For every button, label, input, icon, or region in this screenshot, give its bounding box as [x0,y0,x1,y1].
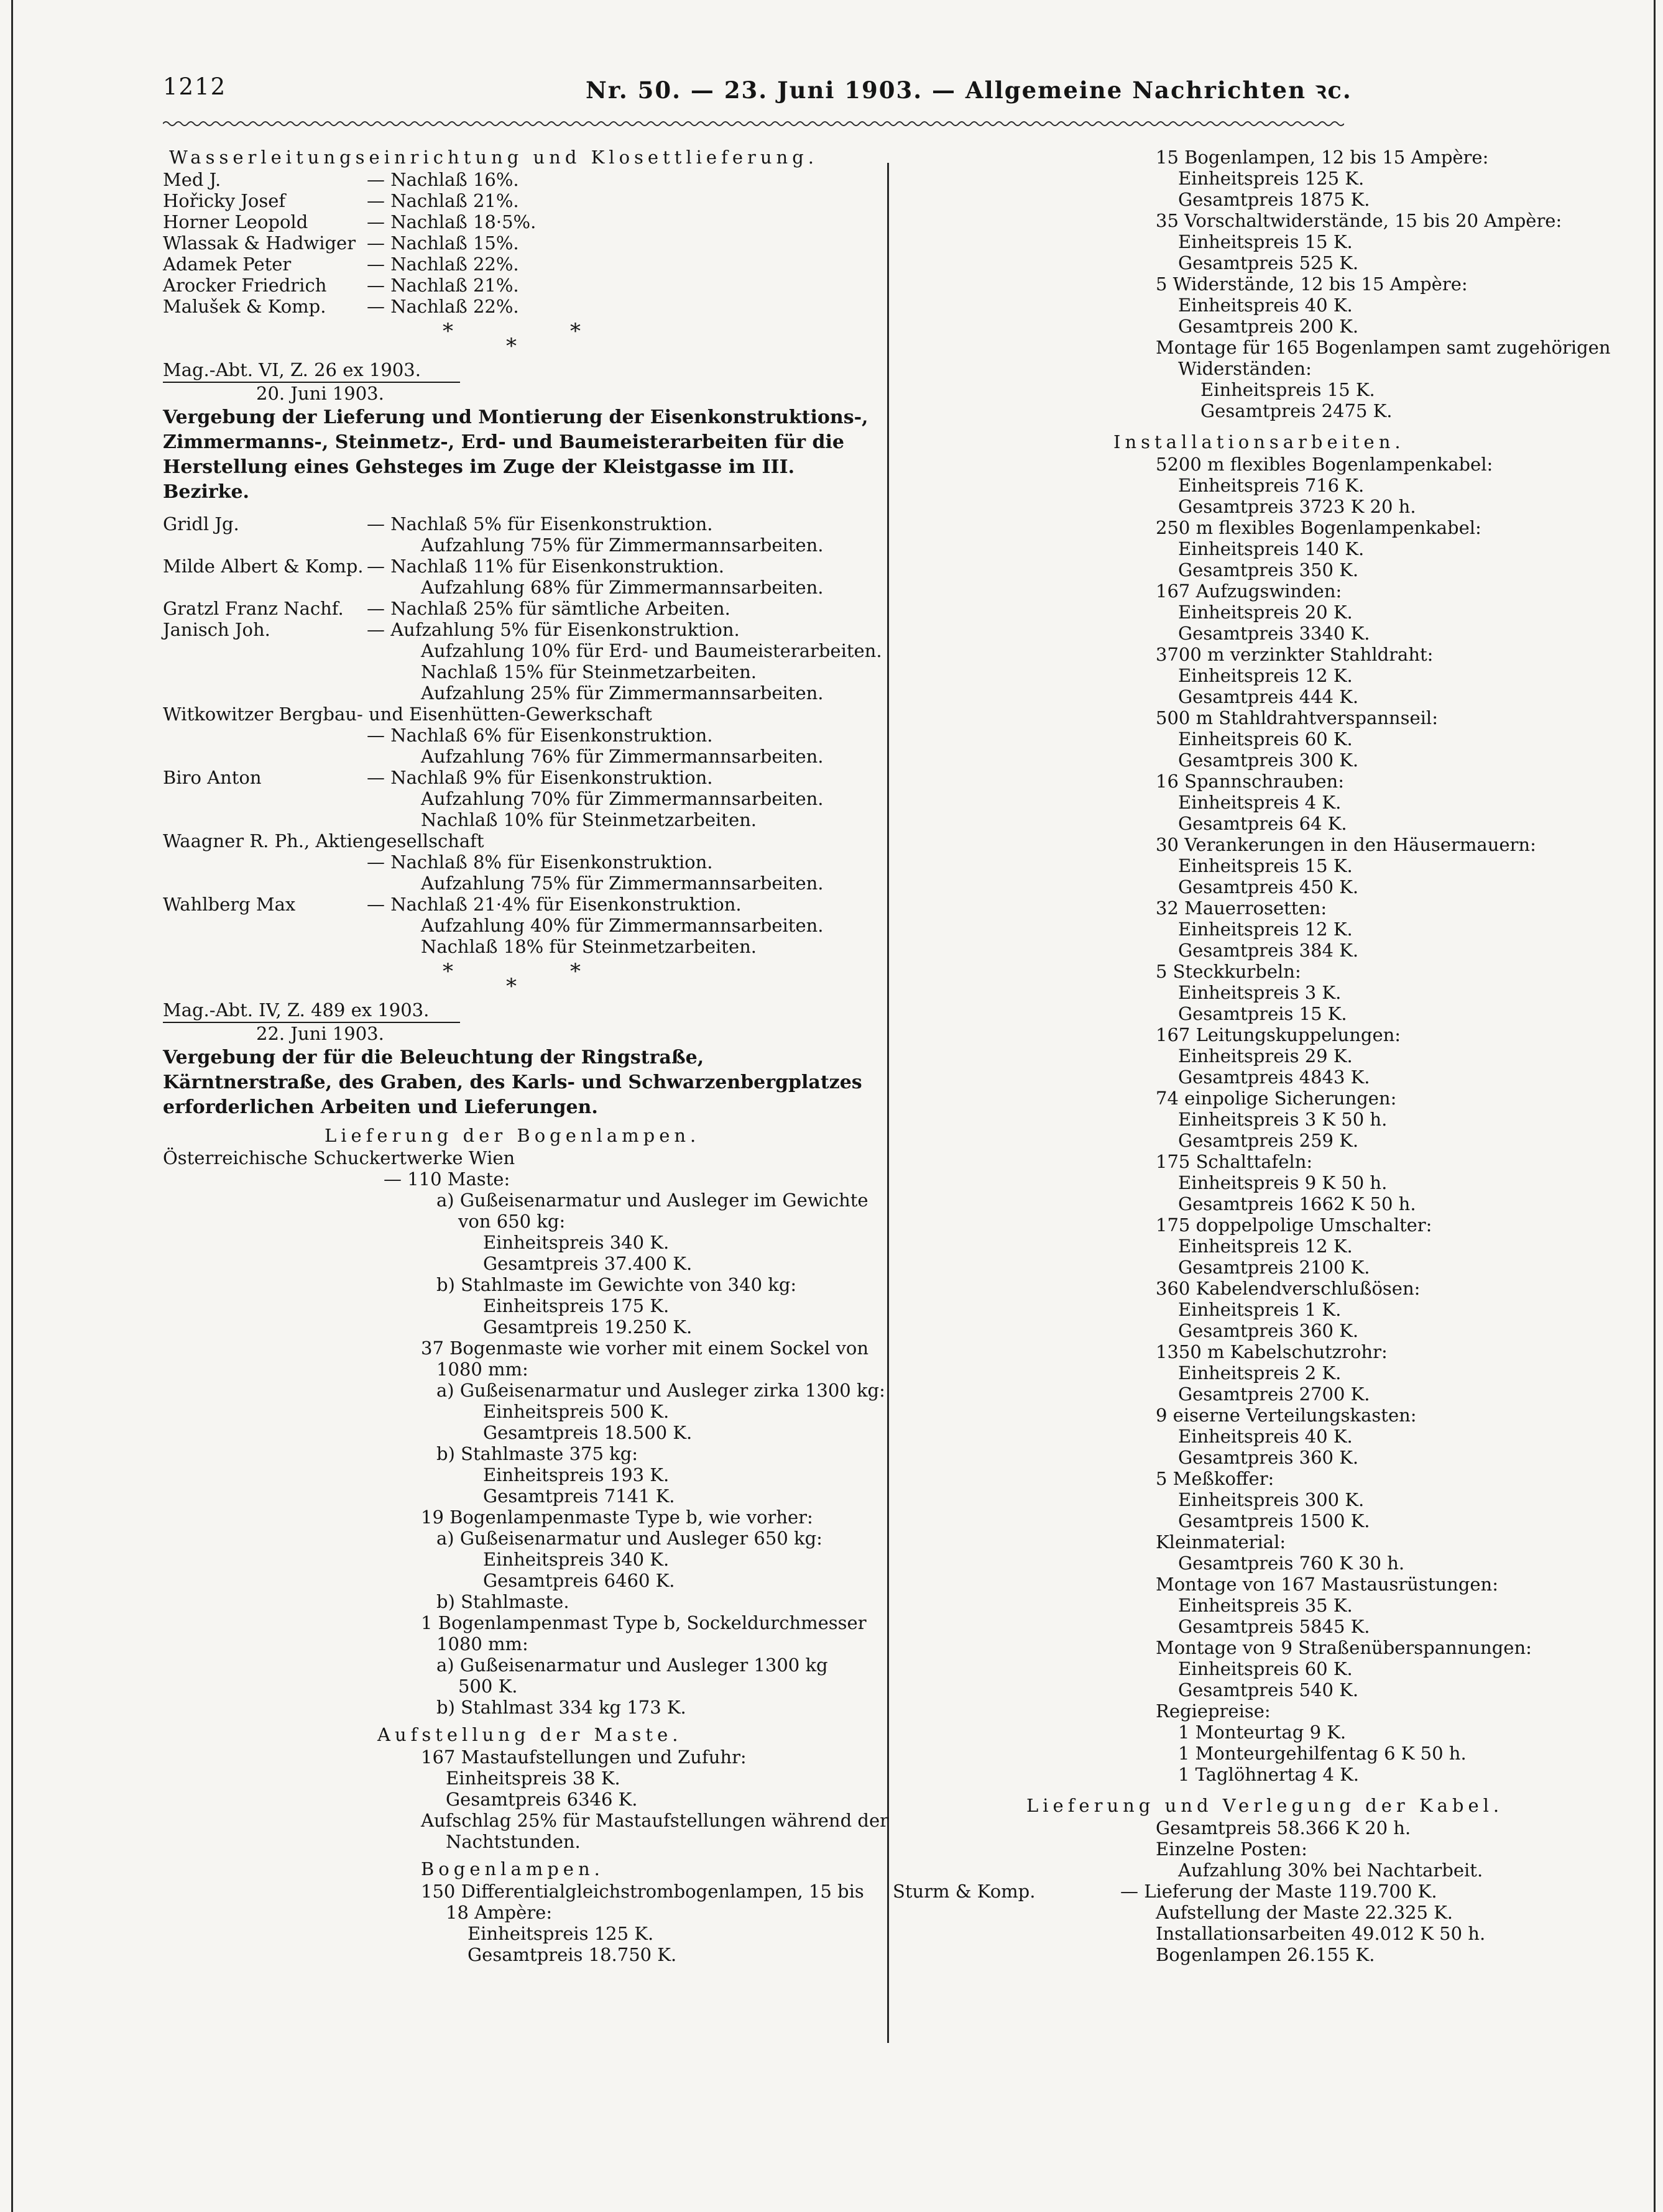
list-item: Einheitspreis 340 K. [483,1549,670,1570]
list-item: Gesamtpreis 300 K. [1178,750,1359,771]
list-item: Einheitspreis 35 K. [1178,1595,1353,1616]
list-item: b) Stahlmaste. [436,1591,569,1612]
list-item: Montage von 167 Mastausrüstungen: [1156,1574,1498,1595]
list-item: Bogenlampen 26.155 K. [1156,1944,1375,1965]
list-item: 37 Bogenmaste wie vorher mit einem Sockel von [421,1338,869,1359]
list-item: Einheitspreis 175 K. [483,1295,670,1316]
list-item: Gesamtpreis 4843 K. [1178,1067,1370,1088]
subsection-title: Bogenlampen. [421,1858,604,1879]
reference-line: Mag.-Abt. VI, Z. 26 ex 1903. [163,358,872,383]
list-item: b) Stahlmaste im Gewichte von 340 kg: [436,1274,797,1295]
arc-lamp-details [163,1881,872,1965]
subsection-title: Installationsarbeiten. [1113,431,1405,452]
list-item: Einheitspreis 4 K. [1178,792,1342,813]
table-row: Wlassak & Hadwiger — Nachlaß 15%. [163,232,519,254]
list-item: 18 Ampère: [446,1902,553,1923]
list-item: Gesamtpreis 384 K. [1178,940,1359,961]
list-item: Einheitspreis 9 K 50 h. [1178,1172,1388,1193]
table-row: Sturm & Komp. — Lieferung der Maste 119.700 K. [893,1881,1437,1902]
list-item: von 650 kg: [458,1211,566,1232]
list-item: 16 Spannschrauben: [1156,771,1344,792]
list-item: 150 Differentialgleichstrombogenlampen, 15 bis [421,1881,864,1902]
list-item: Gesamtpreis 2700 K. [1178,1384,1370,1405]
table-row: Waagner R. Ph., Aktiengesellschaft [163,830,484,851]
list-item: Gesamtpreis 6460 K. [483,1570,675,1591]
list-item: b) Stahlmast 334 kg 173 K. [436,1697,686,1718]
list-item: Gesamtpreis 525 K. [1178,252,1359,273]
left-border [11,0,13,2212]
section-heading: Vergebung der für die Beleuchtung der Ringstraße, Kärntnerstraße, des Graben, des Karls- und Schwarzenbergplatzes erforderlichen Arbeiten und Lieferungen. [163,1047,862,1118]
list-item: 1350 m Kabelschutzrohr: [1156,1341,1388,1362]
list-item: Aufzahlung 30% bei Nachtarbeit. [1178,1860,1483,1881]
table-row: Med J. — Nachlaß 16%. [163,169,519,190]
list-item: Kleinmaterial: [1156,1531,1286,1553]
table-row: Aufzahlung 70% für Zimmermannsarbeiten. [421,788,824,809]
list-item: 1080 mm: [436,1359,528,1380]
separator-stars: * * * [443,959,581,999]
list-item: 360 Kabelendverschlußösen: [1156,1278,1421,1299]
list-item: Nachtstunden. [446,1831,581,1852]
lamp-bid-details [163,1168,885,1718]
list-item: Einheitspreis 1 K. [1178,1299,1342,1320]
list-item: 167 Aufzugswinden: [1156,581,1342,602]
table-row: Hořicky Josef — Nachlaß 21%. [163,190,519,211]
list-item: a) Gußeisenarmatur und Ausleger 1300 kg [436,1654,828,1676]
list-item: Einzelne Posten: [1156,1838,1307,1860]
table-row: Adamek Peter — Nachlaß 22%. [163,254,519,275]
list-item: Gesamtpreis 15 K. [1178,1003,1347,1024]
list-item: Einheitspreis 12 K. [1178,665,1353,686]
table-row: Malušek & Komp. — Nachlaß 22%. [163,296,519,317]
running-title: Nr. 50. — 23. Juni 1903. — Allgemeine Nachrichten ꝛc. [586,76,1352,104]
list-item: Einheitspreis 300 K. [1178,1489,1365,1510]
list-item: Gesamtpreis 259 K. [1178,1130,1359,1151]
list-item: 175 Schalttafeln: [1156,1151,1313,1172]
table-row: Aufzahlung 40% für Zimmermannsarbeiten. [421,915,824,936]
list-item: Gesamtpreis 18.750 K. [468,1944,677,1965]
list-item: Gesamtpreis 760 K 30 h. [1178,1553,1405,1574]
list-item: Gesamtpreis 1662 K 50 h. [1178,1193,1416,1214]
list-item: Gesamtpreis 350 K. [1178,559,1359,581]
table-row: Janisch Joh. — Aufzahlung 5% für Eisenkonstruktion. [163,619,740,640]
list-item: 1 Taglöhnertag 4 K. [1178,1764,1360,1785]
right-border [1654,0,1656,2212]
table-row: Aufzahlung 75% für Zimmermannsarbeiten. [421,535,824,556]
list-item: 167 Leitungskuppelungen: [1156,1024,1401,1045]
table-row: Arocker Friedrich — Nachlaß 21%. [163,275,519,296]
list-item: Einheitspreis 15 K. [1178,231,1353,252]
list-item: Gesamtpreis 3340 K. [1178,623,1370,644]
reference-line: Mag.-Abt. IV, Z. 489 ex 1903. [163,998,872,1023]
page-number: 1212 [163,73,227,100]
table-row: Aufzahlung 75% für Zimmermannsarbeiten. [421,873,824,894]
table-row: Nachlaß 15% für Steinmetzarbeiten. [421,661,757,682]
list-item: Einheitspreis 15 K. [1200,379,1375,400]
bid-list-2 [163,513,882,957]
list-item: 35 Vorschaltwiderstände, 15 bis 20 Ampère: [1156,210,1562,231]
section-heading: Vergebung der Lieferung und Montierung der Eisenkonstruktions-, Zimmermanns-, Steinmetz-, Erd- und Baumeisterarbeiten für die Herstellung eines Gehsteges im Zuge der Kleistgasse im III. Bezirke. [163,406,868,503]
list-item: Montage für 165 Bogenlampen samt zugehörigen [1156,337,1611,358]
list-item: Aufstellung der Maste 22.325 K. [1156,1902,1453,1923]
list-item: 3700 m verzinkter Stahldraht: [1156,644,1434,665]
list-item: Gesamtpreis 18.500 K. [483,1422,693,1443]
table-row: Aufzahlung 25% für Zimmermannsarbeiten. [421,682,824,704]
list-item: Einheitspreis 340 K. [483,1232,670,1253]
list-item: 500 m Stahldrahtverspannseil: [1156,707,1438,728]
list-item: 74 einpolige Sicherungen: [1156,1088,1397,1109]
list-item: Gesamtpreis 360 K. [1178,1447,1359,1468]
list-item: Einheitspreis 125 K. [468,1923,654,1944]
table-row: Nachlaß 18% für Steinmetzarbeiten. [421,936,757,957]
header-wavy-rule [163,119,1344,128]
date: 22. Juni 1903. [256,1023,384,1044]
table-row: Nachlaß 10% für Steinmetzarbeiten. [421,809,757,830]
list-item: 167 Mastaufstellungen und Zufuhr: [421,1746,747,1768]
list-item: Einheitspreis 20 K. [1178,602,1353,623]
list-item: Gesamtpreis 1500 K. [1178,1510,1370,1531]
list-item: Gesamtpreis 6346 K. [446,1789,638,1810]
table-row: — Nachlaß 8% für Eisenkonstruktion. [367,851,713,873]
list-item: 19 Bogenlampenmaste Type b, wie vorher: [421,1507,813,1528]
list-item: 5 Meßkoffer: [1156,1468,1274,1489]
list-item: Einheitspreis 40 K. [1178,1426,1353,1447]
list-item: Gesamtpreis 58.366 K 20 h. [1156,1817,1411,1838]
list-item: Einheitspreis 716 K. [1178,475,1365,496]
list-item: Gesamtpreis 2100 K. [1178,1257,1370,1278]
right-column [893,147,1611,1965]
table-row: Gratzl Franz Nachf. — Nachlaß 25% für sämtliche Arbeiten. [163,598,730,619]
list-item: Einheitspreis 125 K. [1178,168,1365,189]
table-row: Wahlberg Max — Nachlaß 21·4% für Eisenkonstruktion. [163,894,742,915]
subsection-title: Lieferung der Bogenlampen. [325,1125,701,1146]
list-item: Einheitspreis 60 K. [1178,728,1353,750]
column-rule [887,163,889,2043]
list-item: Gesamtpreis 7141 K. [483,1485,675,1507]
list-item: 5 Steckkurbeln: [1156,961,1301,982]
list-item: 5200 m flexibles Bogenlampenkabel: [1156,454,1493,475]
cable-details [893,1817,1518,1965]
list-item: Gesamtpreis 540 K. [1178,1679,1359,1700]
left-column [163,147,888,1965]
list-item: 1080 mm: [436,1633,528,1654]
table-row: Biro Anton — Nachlaß 9% für Eisenkonstruktion. [163,767,713,788]
list-item: Gesamtpreis 1875 K. [1178,189,1370,210]
subsection-title: Aufstellung der Maste. [377,1724,683,1745]
table-row: — Nachlaß 6% für Eisenkonstruktion. [367,725,713,746]
list-item: Einheitspreis 500 K. [483,1401,670,1422]
subsection-title: Lieferung und Verlegung der Kabel. [1026,1795,1504,1816]
list-item: Einheitspreis 40 K. [1178,295,1353,316]
list-item: Gesamtpreis 3723 K 20 h. [1178,496,1416,517]
section-title: Wasserleitungseinrichtung und Klosettlieferung. [169,147,818,168]
bid-list-1 [163,169,872,317]
list-item: 9 eiserne Verteilungskasten: [1156,1405,1417,1426]
date: 20. Juni 1903. [256,383,384,404]
list-item: — 110 Maste: [384,1168,510,1190]
list-item: a) Gußeisenarmatur und Ausleger im Gewichte [436,1190,868,1211]
list-item: Einheitspreis 3 K. [1178,982,1342,1003]
list-item: a) Gußeisenarmatur und Ausleger 650 kg: [436,1528,822,1549]
table-row: Witkowitzer Bergbau- und Eisenhütten-Gewerkschaft [163,704,652,725]
table-row: Horner Leopold — Nachlaß 18·5%. [163,211,537,232]
list-item: Gesamtpreis 360 K. [1178,1320,1359,1341]
list-item: Gesamtpreis 19.250 K. [483,1316,693,1338]
list-item: b) Stahlmaste 375 kg: [436,1443,638,1464]
list-item: Einheitspreis 12 K. [1178,919,1353,940]
mast-setup-details [163,1746,888,1852]
list-item: Gesamtpreis 37.400 K. [483,1253,693,1274]
list-item: Montage von 9 Straßenüberspannungen: [1156,1637,1532,1658]
list-item: Gesamtpreis 450 K. [1178,876,1359,897]
lamp-continuation [893,147,1611,421]
firm-name: Österreichische Schuckertwerke Wien [163,1147,515,1168]
list-item: Regiepreise: [1156,1700,1271,1722]
list-item: Gesamtpreis 5845 K. [1178,1616,1370,1637]
list-item: 1 Bogenlampenmast Type b, Sockeldurchmesser [421,1612,867,1633]
list-item: 5 Widerstände, 12 bis 15 Ampère: [1156,273,1468,295]
separator-stars: * * * [443,319,581,359]
list-item: 1 Monteurtag 9 K. [1178,1722,1347,1743]
list-item: 30 Verankerungen in den Häusermauern: [1156,834,1536,855]
list-item: a) Gußeisenarmatur und Ausleger zirka 1300 kg: [436,1380,885,1401]
table-row: Aufzahlung 68% für Zimmermannsarbeiten. [421,577,824,598]
list-item: Gesamtpreis 444 K. [1178,686,1359,707]
list-item: Einheitspreis 193 K. [483,1464,670,1485]
list-item: Gesamtpreis 200 K. [1178,316,1359,337]
list-item: 250 m flexibles Bogenlampenkabel: [1156,517,1481,538]
list-item: Einheitspreis 140 K. [1178,538,1365,559]
list-item: Gesamtpreis 2475 K. [1200,400,1393,421]
list-item: Einheitspreis 60 K. [1178,1658,1353,1679]
list-item: Aufschlag 25% für Mastaufstellungen während der [421,1810,888,1831]
list-item: Einheitspreis 12 K. [1178,1236,1353,1257]
list-item: 32 Mauerrosetten: [1156,897,1327,919]
list-item: Einheitspreis 3 K 50 h. [1178,1109,1388,1130]
installation-details [893,454,1536,1785]
list-item: Widerständen: [1178,358,1312,379]
list-item: Einheitspreis 38 K. [446,1768,620,1789]
list-item: Installationsarbeiten 49.012 K 50 h. [1156,1923,1486,1944]
table-row: Aufzahlung 76% für Zimmermannsarbeiten. [421,746,824,767]
list-item: Einheitspreis 15 K. [1178,855,1353,876]
list-item: 1 Monteurgehilfentag 6 K 50 h. [1178,1743,1467,1764]
table-row: Gridl Jg. — Nachlaß 5% für Eisenkonstruktion. [163,513,713,535]
list-item: Einheitspreis 29 K. [1178,1045,1353,1067]
list-item: 500 K. [458,1676,518,1697]
list-item: Gesamtpreis 64 K. [1178,813,1347,834]
page-header [163,73,1352,111]
list-item: Einheitspreis 2 K. [1178,1362,1342,1384]
table-row: Milde Albert & Komp. — Nachlaß 11% für Eisenkonstruktion. [163,556,724,577]
list-item: 175 doppelpolige Umschalter: [1156,1214,1432,1236]
list-item: 15 Bogenlampen, 12 bis 15 Ampère: [1156,147,1489,168]
table-row: Aufzahlung 10% für Erd- und Baumeisterarbeiten. [421,640,882,661]
